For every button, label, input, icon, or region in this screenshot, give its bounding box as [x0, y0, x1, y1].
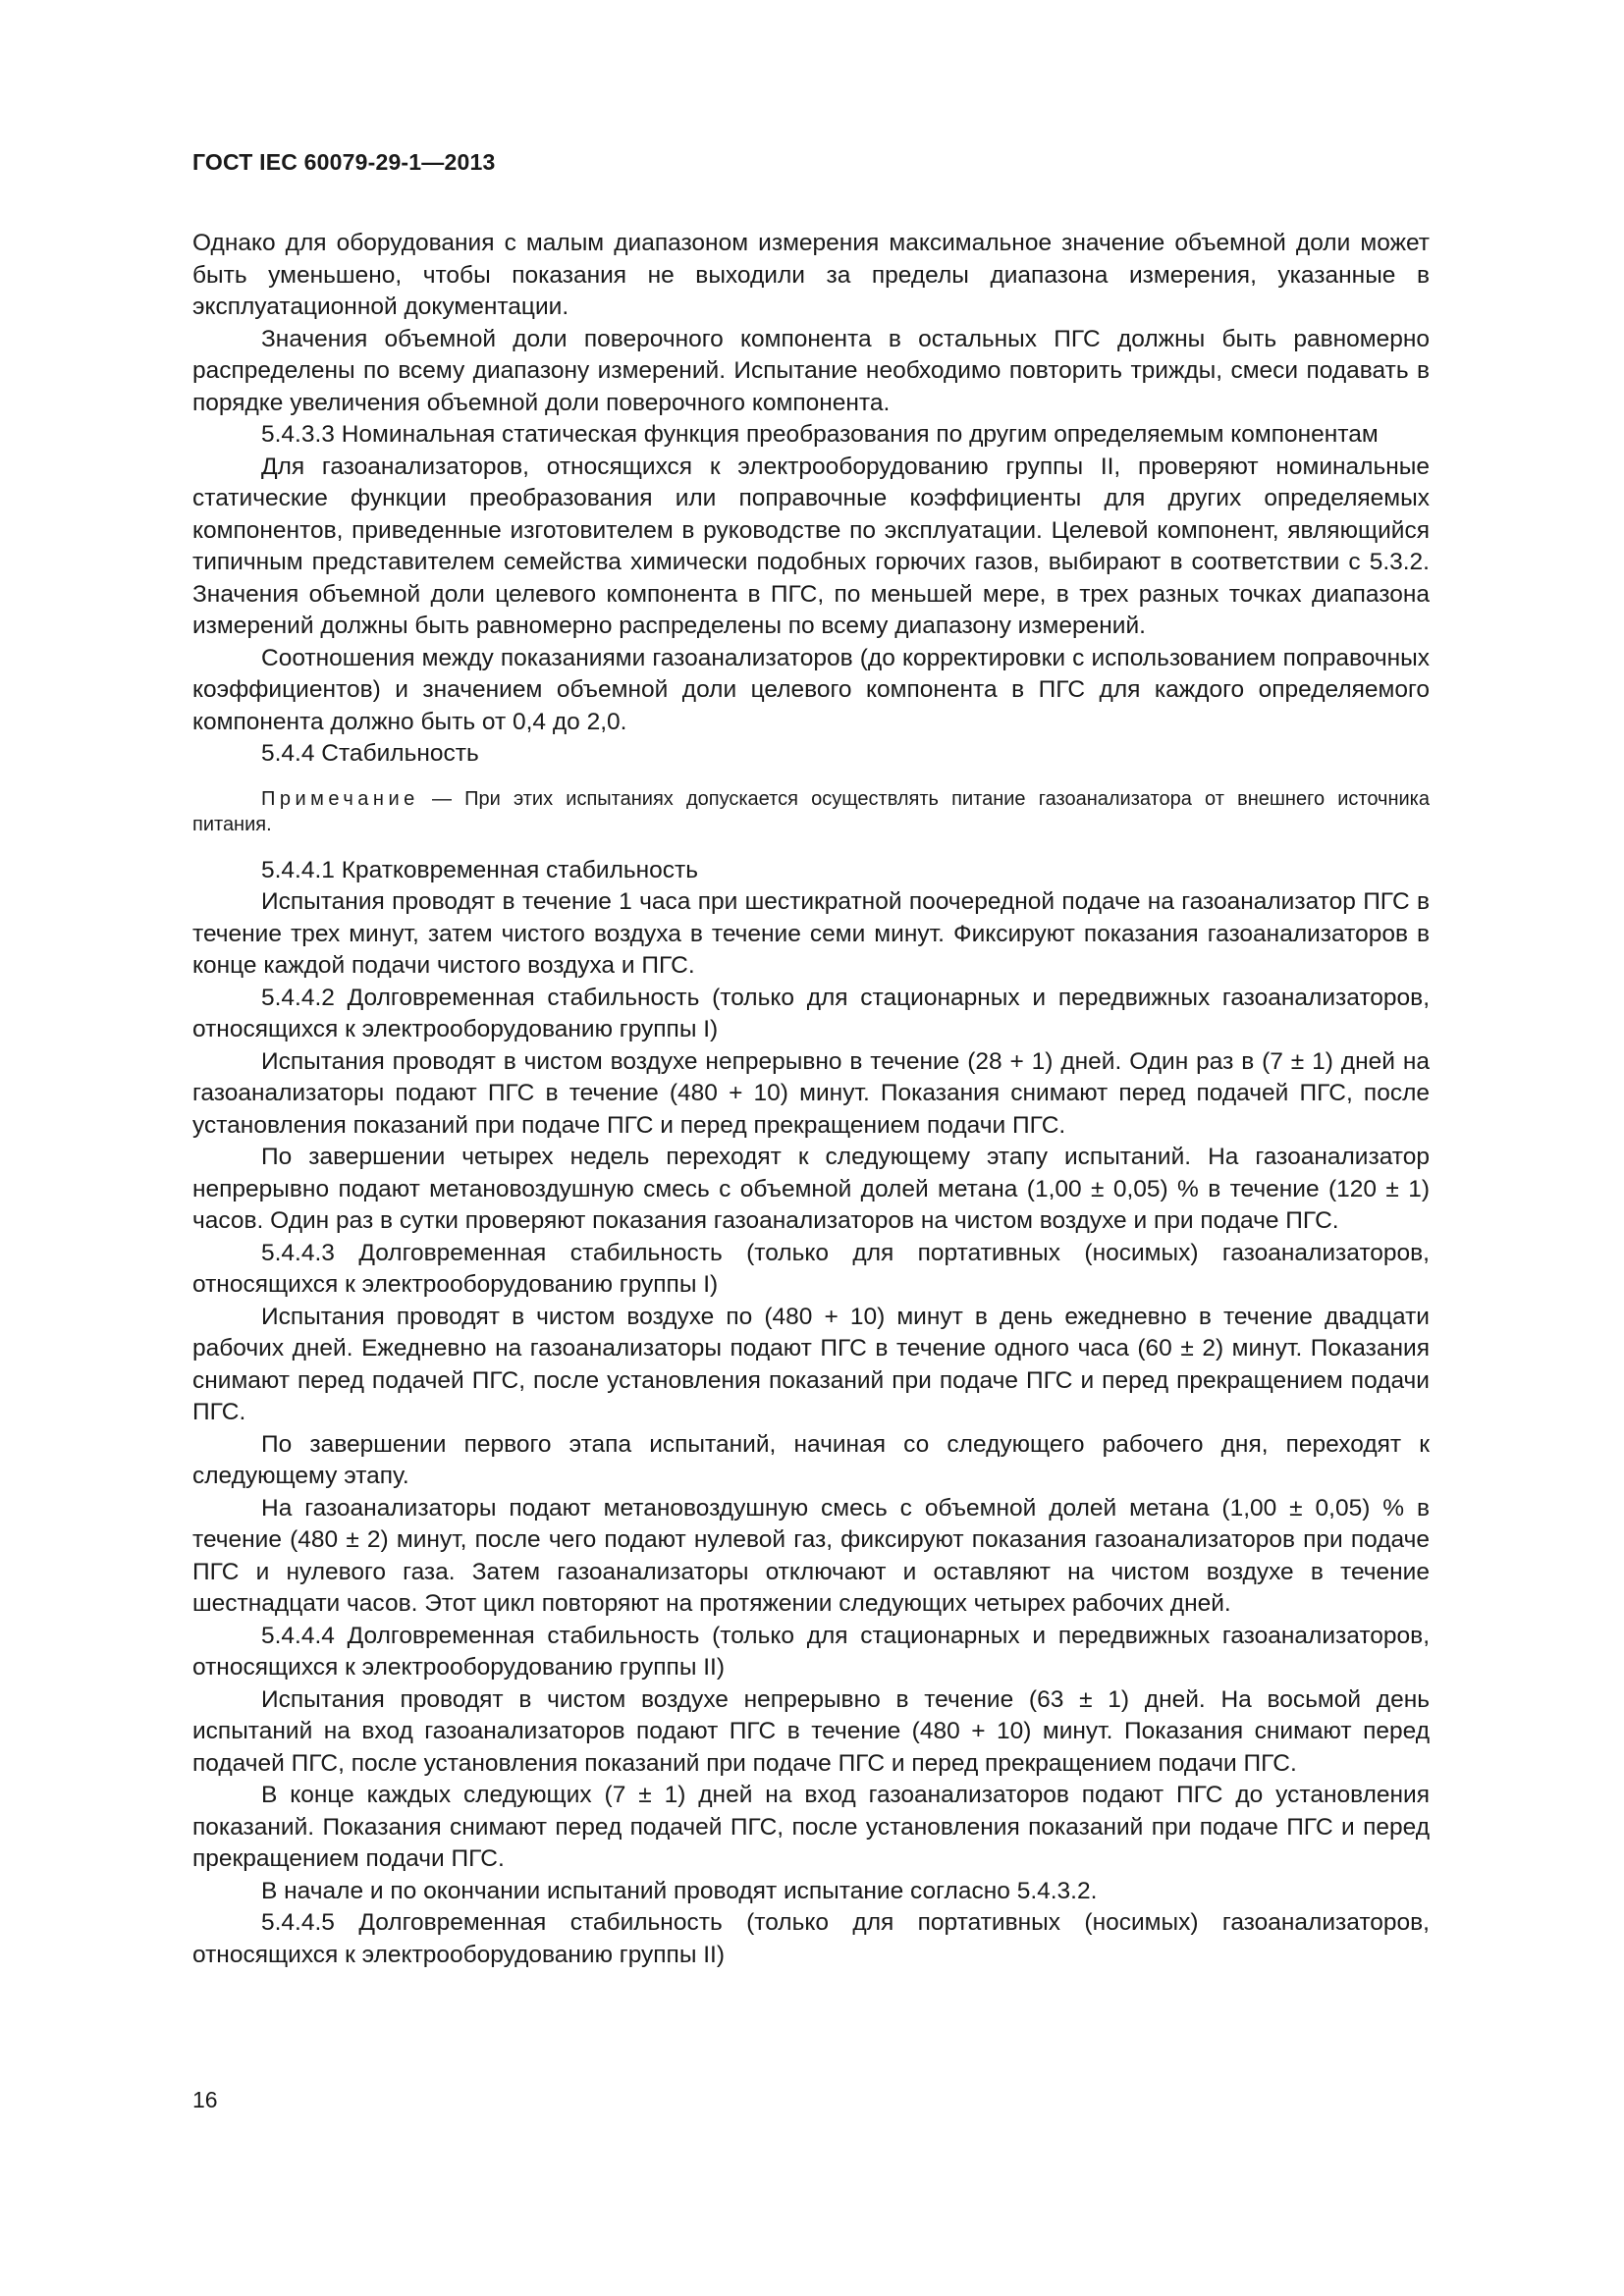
paragraph: Испытания проводят в чистом воздухе по (480 + 10) минут в день ежедневно в течение двадцати рабочих дней. Ежедневно на газоанализаторы подают ПГС в течение одного часа (60 ± 2) минут. Показания снимают перед подачей ПГС, после установления показаний при подаче ПГС и перед прекращением подачи ПГС.	[192, 1303, 1430, 1425]
paragraph: По завершении первого этапа испытаний, начиная со следующего рабочего дня, переходят к следующему этапу.	[192, 1430, 1430, 1489]
paragraph: Для газоанализаторов, относящихся к электрооборудованию группы II, проверяют номинальные статические функции преобразования или поправочные коэффициенты для других определяемых компонентов, приведенные изготовителем в руководстве по эксплуатации. Целевой компонент, являющийся типичным представителем семейства химически подобных горючих газов, выбирают в соответствии с 5.3.2. Значения объемной доли целевого компонента в ПГС, по меньшей мере, в трех разных точках диапазона измерений должны быть равномерно распределены по всему диапазону измерений.	[192, 453, 1430, 639]
paragraph: Однако для оборудования с малым диапазоном измерения максимальное значение объемной доли может быть уменьшено, чтобы показания не выходили за пределы диапазона измерения, указанные в эксплуатационной документации.	[192, 230, 1430, 320]
paragraph: На газоанализаторы подают метановоздушную смесь с объемной долей метана (1,00 ± 0,05) % в течение (480 ± 2) минут, после чего подают нулевой газ, фиксируют показания газоанализаторов при подаче ПГС и нулевого газа. Затем газоанализаторы отключают и оставляют на чистом воздухе в течение шестнадцати часов. Этот цикл повторяют на протяжении следующих четырех рабочих дней.	[192, 1494, 1430, 1617]
paragraph: Испытания проводят в чистом воздухе непрерывно в течение (63 ± 1) дней. На восьмой день испытаний на вход газоанализаторов подают ПГС в течение (480 + 10) минут. Показания снимают перед подачей ПГС, после установления показаний при подаче ПГС и перед прекращением подачи ПГС.	[192, 1685, 1430, 1777]
page-number: 16	[192, 2087, 218, 2112]
section-heading: 5.4.4 Стабильность	[261, 740, 479, 767]
paragraph: В начале и по окончании испытаний проводят испытание согласно 5.4.3.2.	[261, 1877, 1098, 1904]
paragraph: Значения объемной доли поверочного компонента в остальных ПГС должны быть равномерно распределены по всему диапазону измерений. Испытание необходимо повторить трижды, смеси подавать в порядке увеличения объемной доли поверочного компонента.	[192, 325, 1430, 416]
section-heading: 5.4.4.4 Долговременная стабильность (только для стационарных и передвижных газоанализаторов, относящихся к электрооборудованию группы II)	[192, 1622, 1430, 1681]
paragraph: Соотношения между показаниями газоанализаторов (до корректировки с использованием поправочных коэффициентов) и значением объемной доли целевого компонента в ПГС для каждого определяемого компонента должно быть от 0,4 до 2,0.	[192, 644, 1430, 735]
section-heading: 5.4.4.3 Долговременная стабильность (только для портативных (носимых) газоанализаторов, относящихся к электрооборудованию группы I)	[192, 1239, 1430, 1298]
note	[192, 786, 1430, 837]
paragraph: Испытания проводят в течение 1 часа при шестикратной поочередной подаче на газоанализатор ПГС в течение трех минут, затем чистого воздуха в течение семи минут. Фиксируют показания газоанализаторов в конце каждой подачи чистого воздуха и ПГС.	[192, 888, 1430, 979]
paragraph: В конце каждых следующих (7 ± 1) дней на вход газоанализаторов подают ПГС до установления показаний. Показания снимают перед подачей ПГС, после установления показаний при подаче ПГС и перед прекращением подачи ПГС.	[192, 1782, 1430, 1872]
paragraph: Испытания проводят в чистом воздухе непрерывно в течение (28 + 1) дней. Один раз в (7 ± 1) дней на газоанализаторы подают ПГС в течение (480 + 10) минут. Показания снимают перед подачей ПГС, после установления показаний при подаче ПГС и перед прекращением подачи ПГС.	[192, 1047, 1430, 1139]
note-text: — При этих испытаниях допускается осуществлять питание газоанализатора от внешнего источника питания.	[192, 787, 1430, 835]
section-heading: 5.4.3.3 Номинальная статическая функция преобразования по другим определяемым компонентам	[261, 421, 1379, 448]
section-heading: 5.4.4.2 Долговременная стабильность (только для стационарных и передвижных газоанализаторов, относящихся к электрооборудованию группы I)	[192, 984, 1430, 1042]
section-heading: 5.4.4.5 Долговременная стабильность (только для портативных (носимых) газоанализаторов, относящихся к электрооборудованию группы II)	[192, 1909, 1430, 1968]
note-label: Примечание	[261, 787, 419, 810]
document-body	[192, 228, 1430, 1971]
section-heading: 5.4.4.1 Кратковременная стабильность	[261, 856, 699, 883]
document-header: ГОСТ IEC 60079-29-1—2013	[192, 149, 496, 175]
paragraph: По завершении четырех недель переходят к следующему этапу испытаний. На газоанализатор непрерывно подают метановоздушную смесь с объемной долей метана (1,00 ± 0,05) % в течение (120 ± 1) часов. Один раз в сутки проверяют показания газоанализаторов на чистом воздухе и при подаче ПГС.	[192, 1144, 1430, 1234]
